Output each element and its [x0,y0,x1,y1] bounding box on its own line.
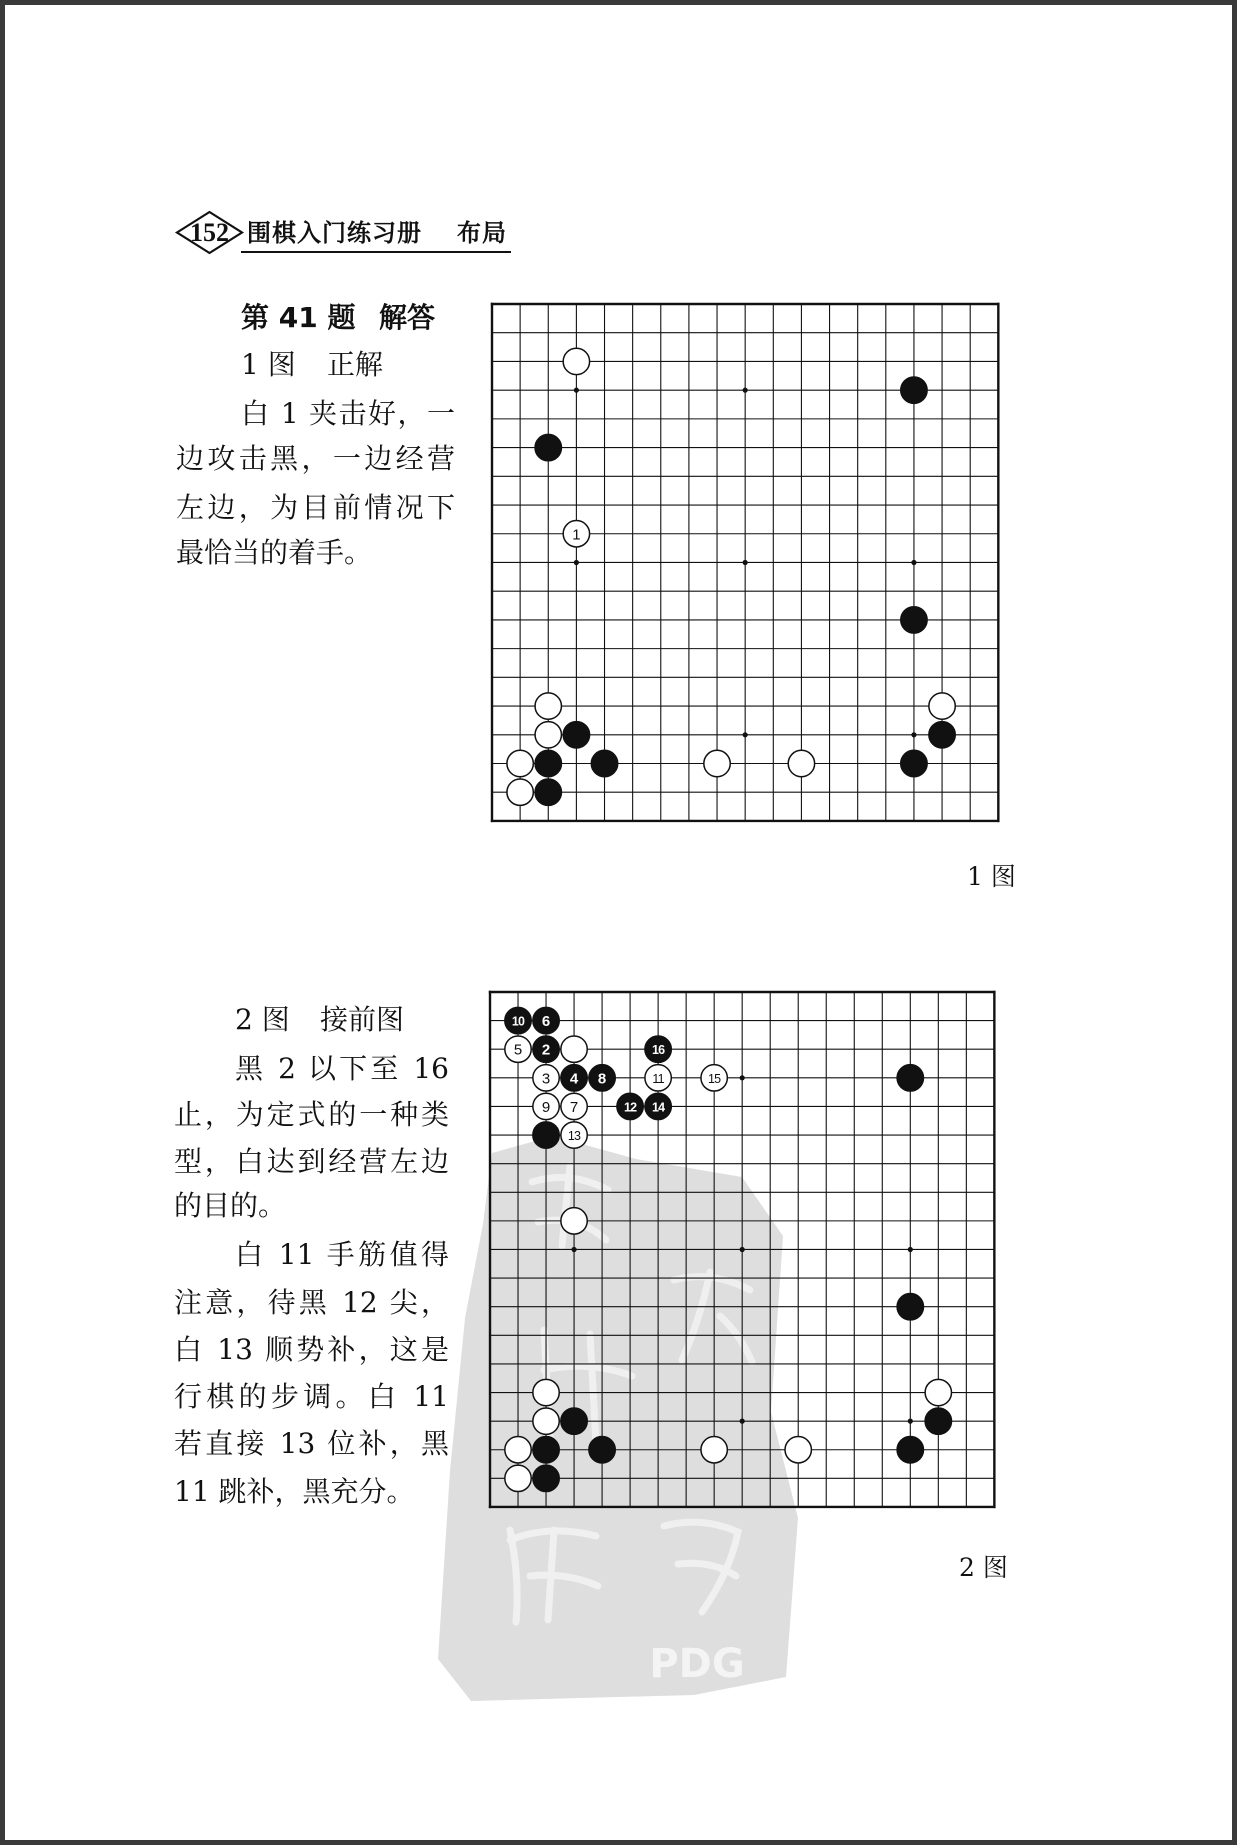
white-stone [704,750,730,776]
diagram1-caption: 1 图 [967,862,1016,891]
star-point [740,1075,745,1080]
black-stone [533,1465,559,1491]
white-stone [929,693,955,719]
figure2-text-line: 11 跳补，黑充分。 [174,1475,415,1508]
white-stone [701,1437,727,1463]
figure2-text-line: 白 13 顺势补，这是 [174,1333,449,1366]
move-number: 6 [541,1013,551,1031]
section-title: 布局 [457,219,507,247]
white-stone [788,750,814,776]
white-stone [535,693,561,719]
figure2-text-line: 若直接 13 位补，黑 [174,1427,449,1460]
move-number: 14 [651,1100,665,1115]
black-stone [561,1408,587,1434]
figure2-text-line: 止，为定式的一种类 [174,1098,449,1131]
figure2-text-line: 白 11 手筋值得 [235,1238,449,1271]
move-number: 5 [513,1041,523,1059]
figure1-text-line: 白 1 夹击好，一 [241,397,455,430]
figure1-title: 正解 [327,348,384,381]
move-number: 11 [652,1071,664,1086]
white-stone [507,750,533,776]
black-stone [563,722,589,748]
figure1-text-line: 边攻击黑，一边经营 [176,442,455,475]
move-number: 10 [511,1014,525,1029]
move-number: 7 [569,1098,579,1116]
book-title: 围棋入门练习册 [247,219,422,247]
figure2-text-line: 的目的。 [174,1189,287,1222]
star-point [743,560,748,565]
black-stone [901,607,927,633]
black-stone [591,750,617,776]
move-number: 2 [541,1041,551,1059]
white-stone [561,1208,587,1234]
move-number: 3 [541,1070,551,1088]
figure2-text-line: 注意，待黑 12 尖， [174,1286,449,1319]
figure1-text-line: 最恰当的着手。 [176,536,373,569]
watermark-text: PDG [649,1641,745,1687]
move-number: 16 [651,1043,665,1058]
header-underline [241,251,511,253]
white-stone [535,722,561,748]
move-number: 8 [597,1070,607,1088]
black-stone [535,750,561,776]
star-point [908,1419,913,1424]
move-number: 9 [541,1098,551,1116]
move-number: 1 [572,526,581,544]
move-number: 12 [623,1100,637,1115]
move-number: 15 [708,1071,721,1086]
black-stone [929,722,955,748]
white-stone [533,1379,559,1405]
star-point [574,388,579,393]
problem-label: 解答 [379,301,436,334]
figure1-number: 1 图 [241,348,296,381]
white-stone [785,1437,811,1463]
black-stone [589,1437,615,1463]
problem-number: 第 41 题 [241,301,356,334]
star-point [911,732,916,737]
star-point [574,560,579,565]
figure2-text-line: 黑 2 以下至 16 [235,1052,449,1085]
black-stone [901,377,927,403]
star-point [908,1247,913,1252]
star-point [743,732,748,737]
diagram2-caption: 2 图 [959,1553,1008,1582]
page-number: 152 [190,218,229,247]
black-stone [901,750,927,776]
white-stone [563,348,589,374]
black-stone [533,1122,559,1148]
star-point [571,1247,576,1252]
star-point [911,560,916,565]
white-stone [533,1408,559,1434]
white-stone [507,779,533,805]
move-number: 13 [567,1129,581,1144]
black-stone [897,1437,923,1463]
star-point [743,388,748,393]
go-board-diagram-1 [476,288,1014,837]
figure1-text-line: 左边，为目前情况下 [176,491,455,524]
figure2-title: 接前图 [320,1003,405,1036]
figure2-text-line: 型，白达到经营左边 [174,1145,449,1178]
white-stone [505,1437,531,1463]
figure2-text-line: 行棋的步调。白 11 [174,1380,449,1413]
white-stone [561,1036,587,1062]
go-board-diagram-2 [474,976,1010,1523]
move-number: 4 [569,1070,579,1088]
white-stone [505,1465,531,1491]
black-stone [535,779,561,805]
figure2-number: 2 图 [235,1003,290,1036]
star-point [740,1419,745,1424]
black-stone [925,1408,951,1434]
star-point [740,1247,745,1252]
black-stone [897,1065,923,1091]
black-stone [533,1437,559,1463]
black-stone [535,434,561,460]
white-stone [925,1379,951,1405]
black-stone [897,1294,923,1320]
